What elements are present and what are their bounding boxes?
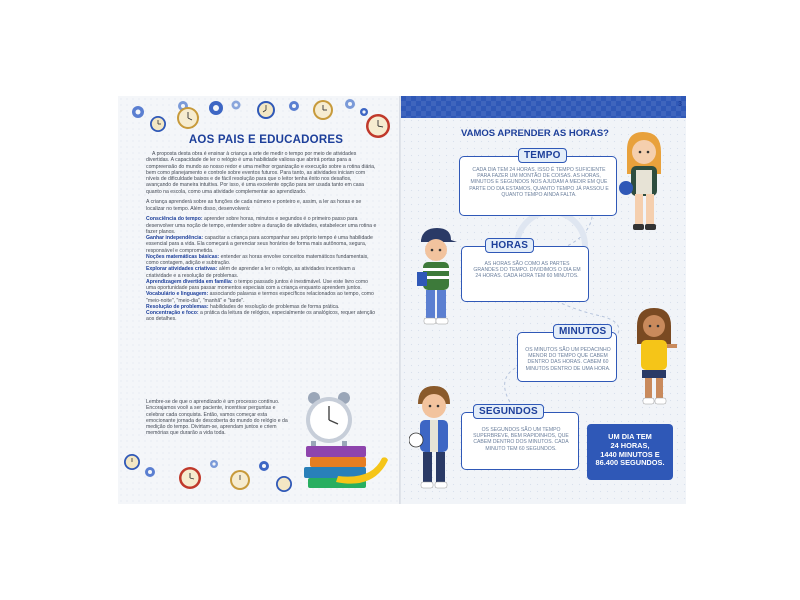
section-title: VAMOS APRENDER AS HORAS? bbox=[461, 128, 609, 139]
gear-icon bbox=[259, 461, 269, 471]
card-tempo-text: CADA DIA TEM 24 HORAS. ISSO É TEMPO SUFICIENTE PARA FAZER UM MONTÃO DE COISAS. AS HORAS, MINUTOS E SEGUNDOS NOS AJUDAM A MEDIR EM QUE PARTE DO DIA ESTAMOS, QUANTO TEMPO JÁ PASSOU E QUANTO TEMPO AINDA FALTA. bbox=[469, 167, 609, 198]
gear-icon bbox=[232, 101, 241, 110]
label-segundos: SEGUNDOS bbox=[473, 404, 544, 419]
clock-icon bbox=[177, 107, 199, 129]
skill-item: Ganhar independência: capacitar a criança para acompanhar seu próprio tempo é uma habilidade essencial para a vida. Ela começará a gerenciar seus horários de forma mais autônoma, segura, responsável e comprometida. bbox=[146, 235, 373, 254]
skill-item: Concentração e foco: a prática da leitura de relógios, especialmente os analógicos, requer atenção aos detalhes. bbox=[146, 310, 376, 323]
left-page bbox=[118, 96, 401, 504]
closing-paragraph: Lembre-se de que o aprendizado é um processo contínuo. Encorajamos você a ser paciente, incentivar perguntas e celebrar cada conquista. Então, vamos começar esta emocionante jornada de descoberta do mundo do relógio e da medição do tempo. Divirtam-se, aprendam juntos e criem memórias que durarão a vida toda. bbox=[146, 399, 288, 437]
intro-text-block bbox=[146, 151, 378, 323]
right-page bbox=[401, 96, 686, 504]
gear-icon bbox=[360, 108, 368, 116]
clock-icon bbox=[276, 476, 292, 492]
card-horas-text: AS HORAS SÃO COMO AS PARTES GRANDES DO TEMPO. DIVIDIMOS O DIA EM 24 HORAS. CADA HORA TEM 60 MINUTOS. bbox=[473, 261, 581, 280]
gear-icon bbox=[145, 467, 155, 477]
card-segundos bbox=[461, 412, 579, 470]
day-total-box: UM DIA TEM 24 HORAS, 1440 MINUTOS E 86.400 SEGUNDOS. bbox=[587, 424, 673, 480]
skill-item: Consciência do tempo: aprender sobre horas, minutos e segundos é o primeiro passo para desenvolver uma noção de tempo, entender sobre a duração de atividades, estabelecer uma rotina e fazer planos. bbox=[146, 216, 377, 235]
gear-icon bbox=[132, 106, 144, 118]
card-horas bbox=[461, 246, 589, 302]
gear-icon bbox=[209, 101, 223, 115]
label-minutos: MINUTOS bbox=[553, 324, 612, 339]
alarm-clock-icon bbox=[306, 392, 352, 447]
alarm-clock-books-illustration bbox=[296, 386, 396, 498]
gear-icon bbox=[289, 101, 299, 111]
decorative-clocks-bottom bbox=[118, 448, 298, 504]
gear-icon bbox=[210, 460, 218, 468]
clock-icon bbox=[257, 101, 275, 119]
clock-icon bbox=[179, 467, 201, 489]
clock-icon bbox=[150, 116, 166, 132]
clock-icon bbox=[124, 454, 140, 470]
second-paragraph: A criança aprenderá sobre as funções de cada número e ponteiro e, assim, a ler as horas e se localizar no tempo. Além disso, desenvolverá: bbox=[146, 199, 362, 212]
intro-paragraph: A proposta desta obra é ensinar à criança a arte de medir o tempo por meio de atividades divertidas. A capacidade de ler o relógio é uma habilidade valiosa que abrirá portas para a compreensão do mundo ao nosso redor e uma melhor organização e execução sobre a rotina diária, bem como planejamento e controle sobre eventos futuros. Para tanto, as atividades iniciam com níveis de dificuldade baixos e de fácil resolução para que o leitor tenha êxito nos desafios, avançando de maneira intuitiva. Por isso, é uma excelente opção para ser usada tanto em casa quanto na escola, como uma atividade complementar ao aprendizado. bbox=[146, 151, 376, 195]
clock-icon bbox=[313, 100, 333, 120]
skill-item: Vocabulário e linguagem: associando palavras e termos específicos relacionados ao tempo, como "meio-noite", "meio-dia", "manhã" e "tarde". bbox=[146, 291, 374, 304]
card-segundos-text: OS SEGUNDOS SÃO UM TEMPO SUPERBREVE, BEM RAPIDINHOS, QUE CABEM DENTRO DOS MINUTOS. CADA MINUTO TEM 60 SEGUNDOS. bbox=[473, 427, 569, 452]
skill-item: Explorar atividades criativas: além de aprender a ler o relógio, as atividades incentivam a criatividade e a resolução de problemas. bbox=[146, 266, 355, 279]
card-minutos-text: OS MINUTOS SÃO UM PEDACINHO MENOR DO TEMPO QUE CABEM DENTRO DAS HORAS. CABEM 60 MINUTOS DENTRO DE UMA HORA. bbox=[525, 347, 611, 372]
clock-icon bbox=[230, 470, 250, 490]
clock-icon bbox=[366, 114, 390, 138]
page-number: 3 bbox=[678, 101, 682, 108]
card-tempo bbox=[459, 156, 617, 216]
label-tempo: TEMPO bbox=[518, 148, 567, 163]
skill-item: Aprendizagem divertida em família: o tempo passado juntos é inestimável. Use este livro como uma oportunidade para passar momentos especiais com a criança enquanto aprendem juntos. bbox=[146, 278, 368, 291]
boy-cap-illustration bbox=[413, 224, 459, 328]
gear-icon bbox=[345, 99, 355, 109]
skill-item: Resolução de problemas: habilidades de resolução de problemas de forma prática. bbox=[146, 303, 340, 310]
skill-item: Noções matemáticas básicas: entender as horas envolve conceitos matemáticos fundamentais, como contagem, adição e subtração. bbox=[146, 253, 369, 266]
girl-yellow-illustration bbox=[629, 304, 679, 408]
boy-ball-illustration bbox=[409, 382, 459, 494]
page-title: AOS PAIS E EDUCADORES bbox=[188, 134, 344, 146]
girl-backpack-illustration bbox=[619, 130, 669, 238]
card-minutos bbox=[517, 332, 617, 382]
open-book bbox=[118, 96, 686, 504]
label-horas: HORAS bbox=[485, 238, 534, 253]
